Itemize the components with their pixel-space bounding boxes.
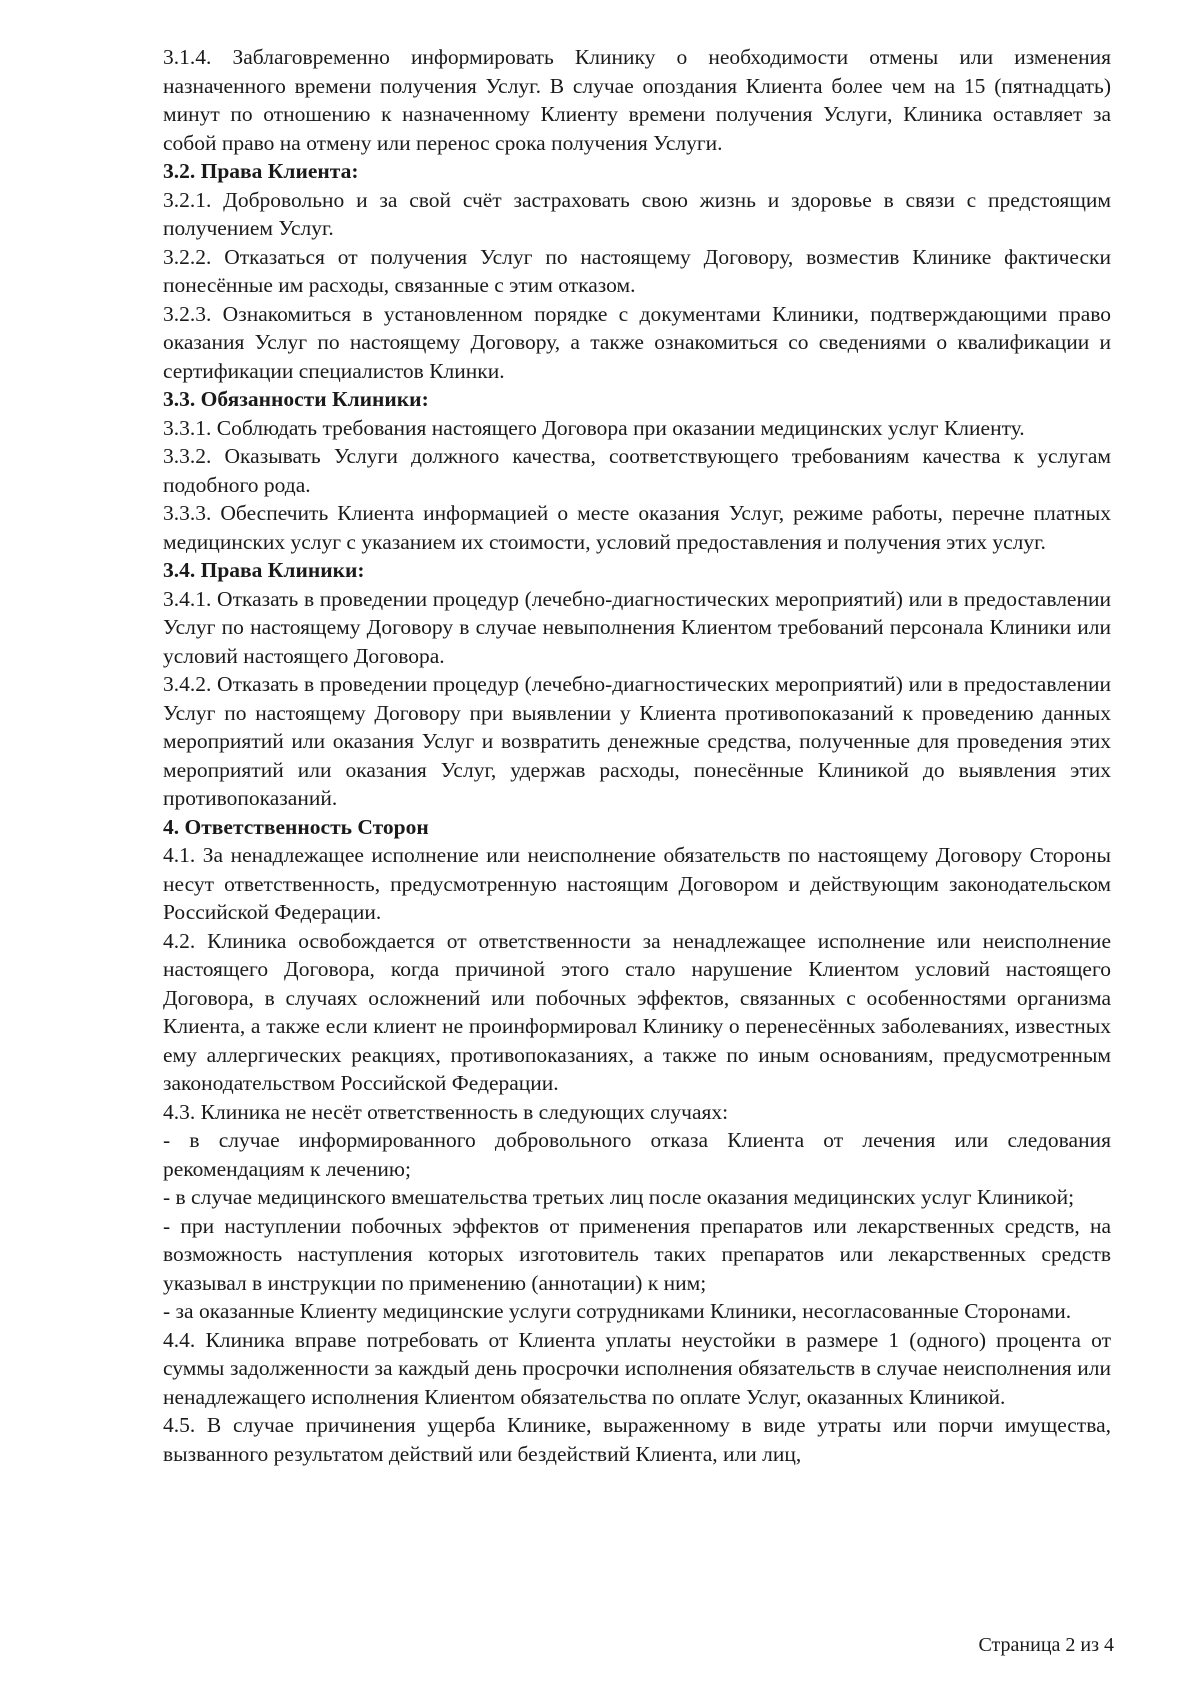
page-number: Страница 2 из 4	[978, 1634, 1114, 1656]
clause-3-2-3: 3.2.3. Ознакомиться в установленном порядке с документами Клиники, подтверждающими право оказания Услуг по настоящему Договору, а также ознакомиться со сведениями о квалификации и сертификации специалистов Клинки.	[163, 301, 1111, 383]
clause-3-1-4: 3.1.4. Заблаговременно информировать Клинику о необходимости отмены или изменения назначенного времени получения Услуг. В случае опоздания Клиента более чем на 15 (пятнадцать) минут по отношению к назначенному Клиенту времени получения Услуги, Клиника оставляет за собой право на отмену или перенос срока получения Услуги.	[163, 45, 1111, 155]
clause-4-3-item-4: - за оказанные Клиенту медицинские услуги сотрудниками Клиники, несогласованные Сторонами.	[163, 1299, 1072, 1323]
section-heading-3-4: 3.4. Права Клиники:	[163, 558, 365, 582]
clause-3-4-1: 3.4.1. Отказать в проведении процедур (лечебно-диагностических мероприятий) или в предоставлении Услуг по настоящему Договору в случае невыполнения Клиентом требований персонала Клиники или условий настоящего Договора.	[163, 586, 1111, 668]
clause-4-5: 4.5. В случае причинения ущерба Клинике, выраженному в виде утраты или порчи имущества, вызванного результатом действий или бездействий Клиента, или лиц,	[163, 1413, 1111, 1466]
clause-3-3-3: 3.3.3. Обеспечить Клиента информацией о месте оказания Услуг, режиме работы, перечне платных медицинских услуг с указанием их стоимости, условий предоставления и получения этих услуг.	[163, 501, 1111, 554]
clause-3-3-2: 3.3.2. Оказывать Услуги должного качества, соответствующего требованиям качества к услугам подобного рода.	[163, 444, 1111, 497]
clause-4-3-item-3: - при наступлении побочных эффектов от применения препаратов или лекарственных средств, на возможность наступления которых изготовитель таких препаратов или лекарственных средств указывал в инструкции по применению (аннотации) к ним;	[163, 1213, 1111, 1295]
clause-4-1: 4.1. За ненадлежащее исполнение или неисполнение обязательств по настоящему Договору Стороны несут ответственность, предусмотренную настоящим Договором и действующим законодательском Российской Федерации.	[163, 843, 1111, 924]
clause-3-4-2: 3.4.2. Отказать в проведении процедур (лечебно-диагностических мероприятий) или в предоставлении Услуг по настоящему Договору при выявлении у Клиента противопоказаний к проведению данных мероприятий или оказания Услуг и возвратить денежные средства, полученные для проведения этих мероприятий или оказания Услуг, удержав расходы, понесённые Клиникой до выявления этих противопоказаний.	[163, 672, 1111, 810]
section-heading-3-2: 3.2. Права Клиента:	[163, 159, 359, 183]
clause-3-2-2: 3.2.2. Отказаться от получения Услуг по настоящему Договору, возместив Клинике фактически понесённые им расходы, связанные с этим отказом.	[163, 244, 1111, 297]
document-body	[163, 43, 1111, 1468]
clause-4-4: 4.4. Клиника вправе потребовать от Клиента уплаты неустойки в размере 1 (одного) процента от суммы задолженности за каждый день просрочки исполнения обязательств в случае неисполнения или ненадлежащего исполнения Клиентом обязательства по оплате Услуг, оказанных Клиникой.	[163, 1327, 1111, 1409]
clause-3-2-1: 3.2.1. Добровольно и за свой счёт застраховать свою жизнь и здоровье в связи с предстоящим получением Услуг.	[163, 187, 1111, 240]
clause-4-3: 4.3. Клиника не несёт ответственность в следующих случаях:	[163, 1099, 729, 1124]
section-heading-3-3: 3.3. Обязанности Клиники:	[163, 387, 429, 411]
clause-4-3-item-2: - в случае медицинского вмешательства третьих лиц после оказания медицинских услуг Клиникой;	[163, 1185, 1075, 1209]
section-heading-4: 4. Ответственность Сторон	[163, 814, 429, 839]
clause-3-3-1: 3.3.1. Соблюдать требования настоящего Договора при оказании медицинских услуг Клиенту.	[163, 415, 1025, 440]
clause-4-2: 4.2. Клиника освобождается от ответственности за ненадлежащее исполнение или неисполнение настоящего Договора, когда причиной этого стало нарушение Клиентом условий настоящего Договора, в случаях осложнений или побочных эффектов, связанных с особенностями организма Клиента, а также если клиент не проинформировал Клинику о перенесённых заболеваниях, известных ему аллергических реакциях, противопоказаниях, а также по иным основаниям, предусмотренным законодательством Российской Федерации.	[163, 928, 1111, 1095]
clause-4-3-item-1: - в случае информированного добровольного отказа Клиента от лечения или следования рекомендациям к лечению;	[163, 1128, 1111, 1181]
